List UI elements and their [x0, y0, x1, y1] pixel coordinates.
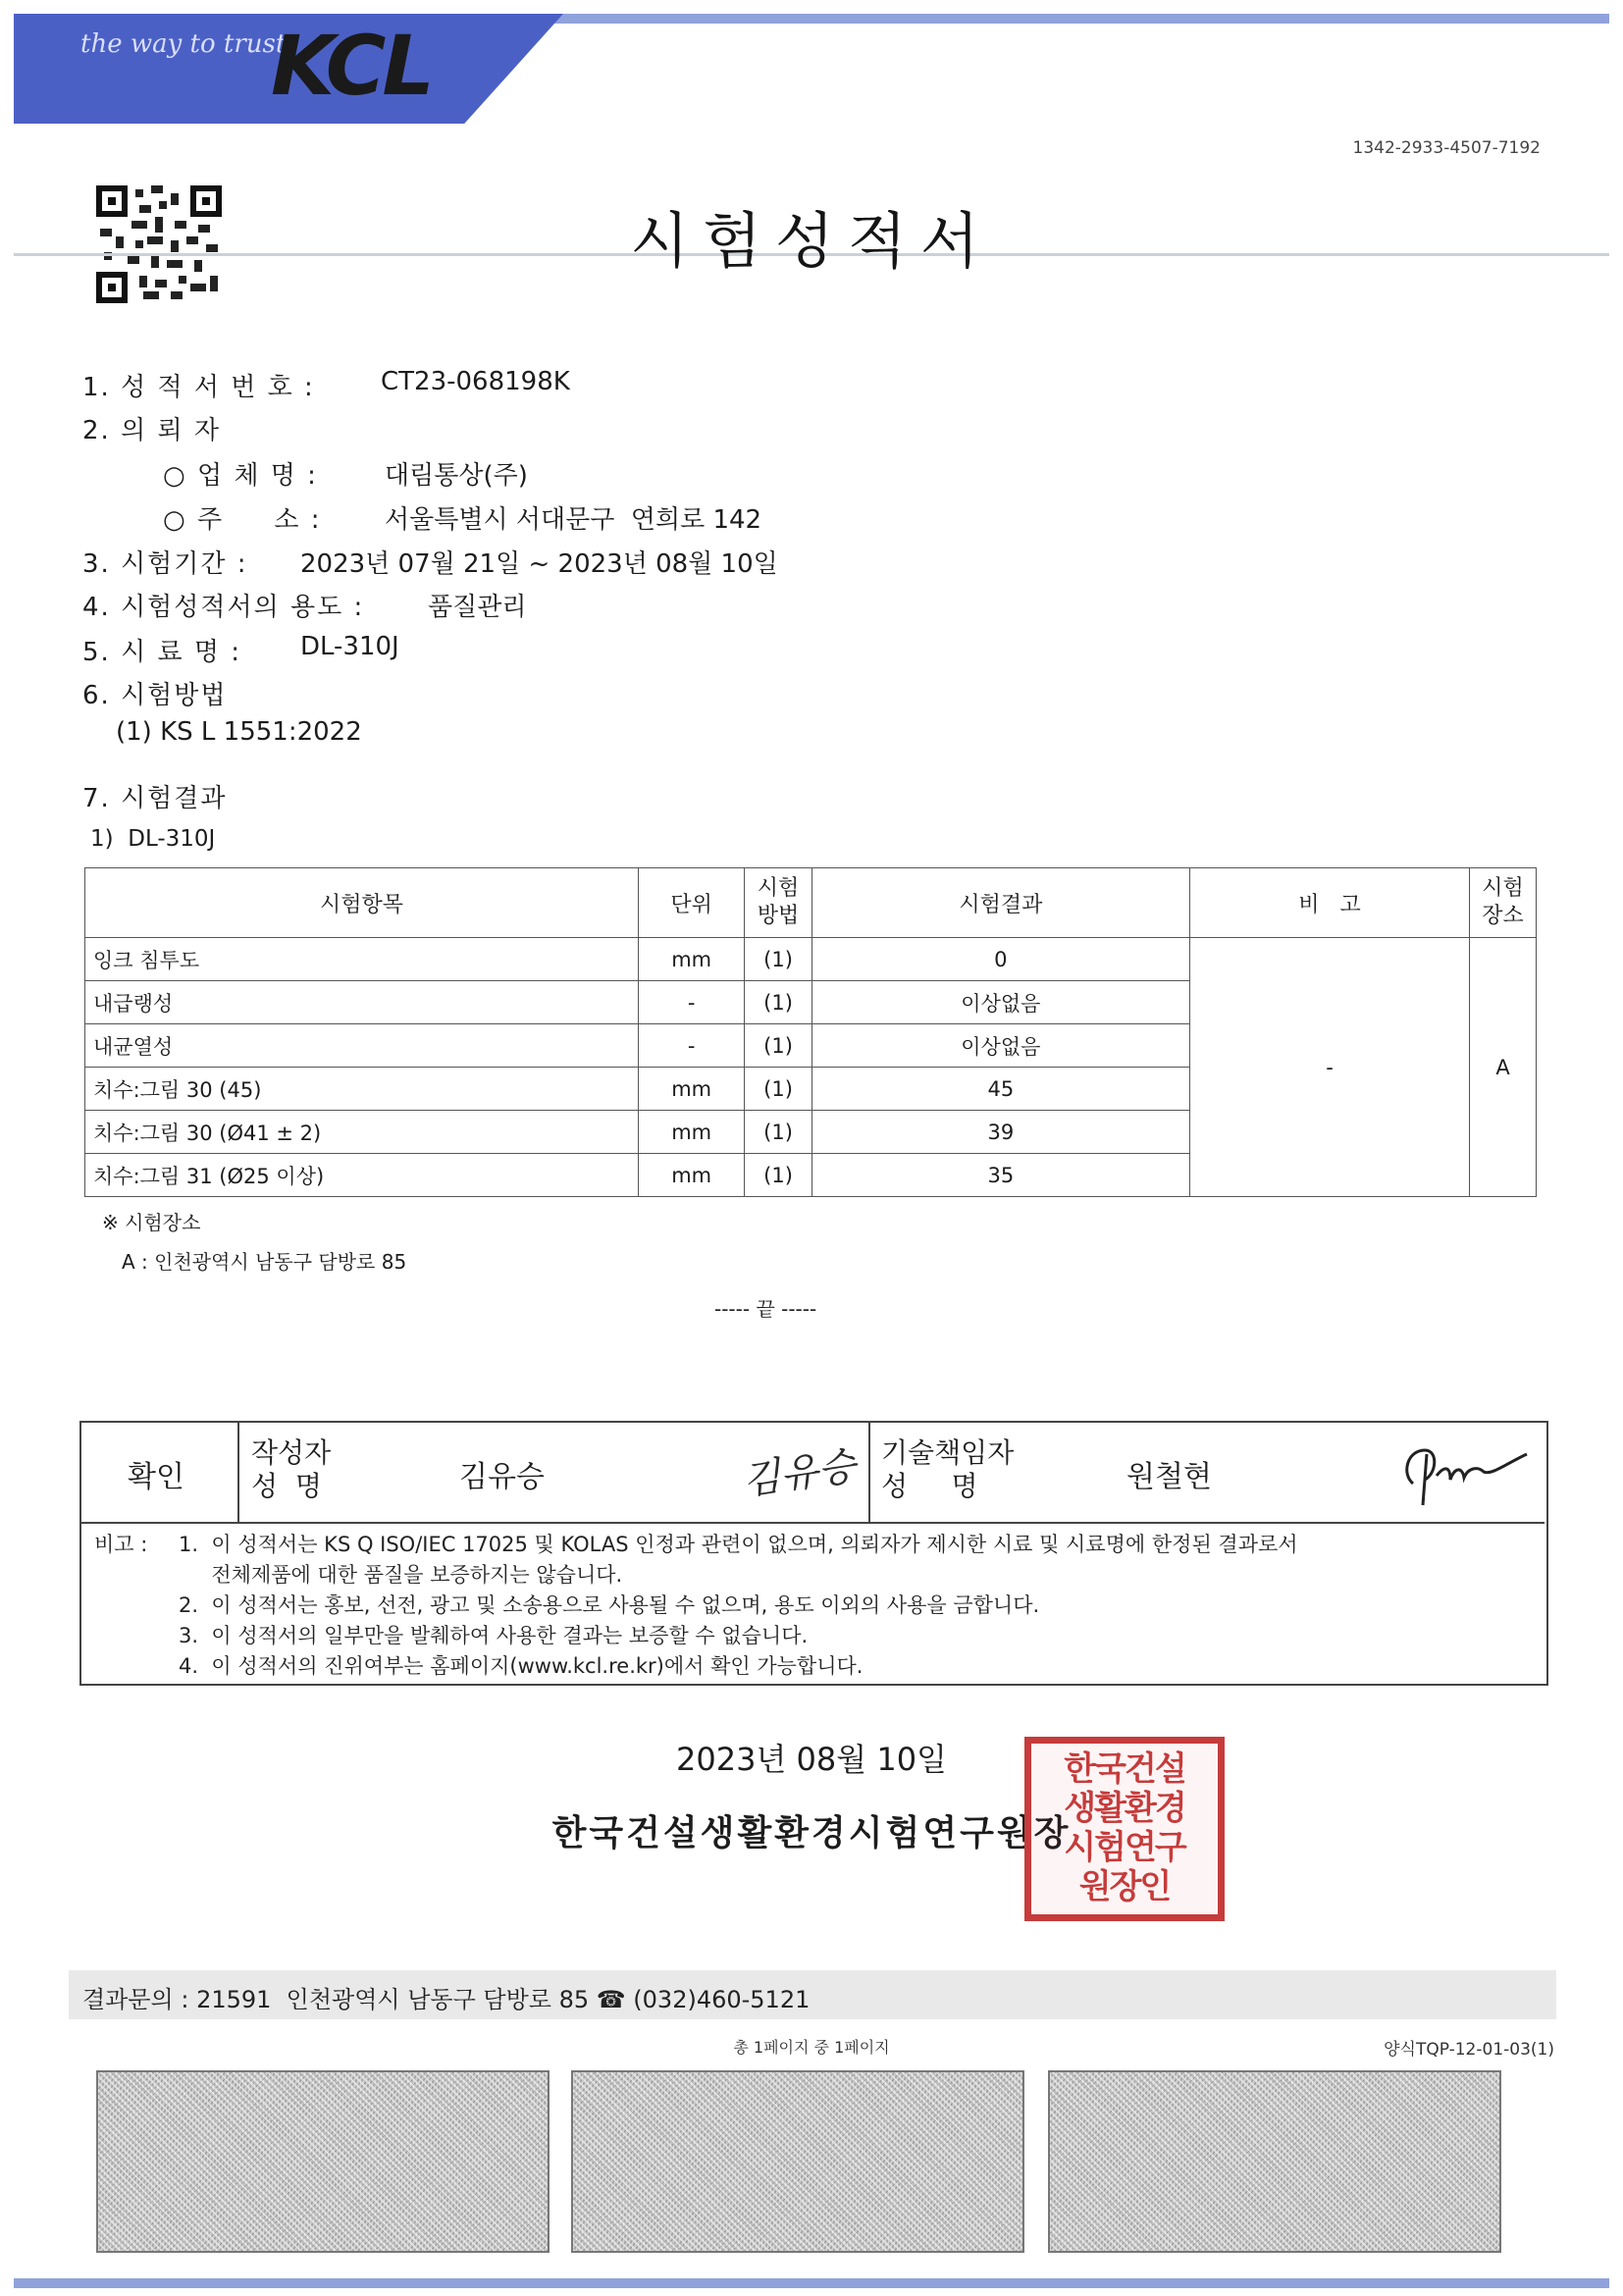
row-unit: mm — [639, 1068, 745, 1111]
row-result: 0 — [812, 938, 1189, 981]
header-remark: 비 고 — [1189, 868, 1469, 938]
note-line: 3. 이 성적서의 일부만을 발췌하여 사용한 결과는 보증할 수 없습니다. — [179, 1624, 809, 1647]
bottom-color-band — [14, 2278, 1609, 2288]
purpose-label: 4. 시험성적서의 용도 : — [82, 593, 365, 622]
place-note-line: A : 인천광역시 남동구 담방로 85 — [122, 1250, 407, 1274]
place-cell: A — [1470, 938, 1537, 1197]
header-result: 시험결과 — [812, 868, 1189, 938]
table-header-row — [85, 868, 1537, 938]
row-method: (1) — [745, 1111, 812, 1154]
sample-name: DL-310J — [300, 632, 399, 661]
note-line: 4. 이 성적서의 진위여부는 홈페이지(www.kcl.re.kr)에서 확인 가능합니다. — [179, 1654, 864, 1678]
row-unit: mm — [639, 938, 745, 981]
seal-line: 한국건설 — [1064, 1749, 1185, 1789]
row-result: 35 — [812, 1154, 1189, 1197]
seal-line: 시험연구 — [1064, 1828, 1185, 1867]
row-item: 잉크 침투도 — [85, 938, 639, 981]
seal-line: 원장인 — [1078, 1867, 1171, 1906]
result-subtitle: 1) DL-310J — [90, 826, 216, 852]
form-number: 양식TQP-12-01-03(1) — [1384, 2040, 1554, 2060]
company-label: ○ 업 체 명 : — [163, 461, 318, 491]
page-count: 총 1페이지 중 1페이지 — [733, 2038, 890, 2057]
confirm-label: 확인 — [128, 1460, 184, 1494]
tech-manager-name: 원철현 — [1126, 1460, 1212, 1494]
company-name: 대림통상(주) — [385, 461, 528, 491]
result-label: 7. 시험결과 — [82, 784, 228, 813]
address-label: ○ 주 소 : — [163, 505, 322, 535]
row-unit: - — [639, 1024, 745, 1068]
place-note-title: ※ 시험장소 — [102, 1211, 201, 1234]
tech-name-label: 성 명 — [881, 1470, 978, 1502]
row-result: 39 — [812, 1111, 1189, 1154]
method-label: 6. 시험방법 — [82, 681, 228, 710]
writer-name: 김유승 — [459, 1460, 545, 1494]
tagline: the way to trust — [80, 29, 287, 59]
contact-line: 결과문의 : 21591 인천광역시 남동구 담방로 85 ☎ (032)460-5121 — [82, 1986, 811, 2013]
results-table — [84, 867, 1537, 1197]
client-label: 2. 의 뢰 자 — [82, 416, 221, 445]
row-method: (1) — [745, 1154, 812, 1197]
row-result: 이상없음 — [812, 981, 1189, 1024]
security-pattern — [96, 2070, 550, 2253]
seal-line: 생활환경 — [1064, 1789, 1185, 1828]
note-line: 전체제품에 대한 품질을 보증하지는 않습니다. — [179, 1563, 623, 1587]
writer-label: 작성자 — [251, 1436, 332, 1469]
remark-cell: - — [1189, 938, 1469, 1197]
test-period: 2023년 07월 21일 ~ 2023년 08월 10일 — [300, 549, 778, 579]
address: 서울특별시 서대문구 연희로 142 — [385, 505, 762, 535]
divider — [868, 1421, 870, 1522]
report-no: CT23-068198K — [381, 367, 570, 396]
issue-date: 2023년 08월 10일 — [676, 1741, 947, 1778]
row-method: (1) — [745, 1024, 812, 1068]
row-method: (1) — [745, 981, 812, 1024]
writer-name-label: 성 명 — [251, 1470, 322, 1502]
end-mark: ----- 끝 ----- — [714, 1297, 817, 1321]
row-method: (1) — [745, 1068, 812, 1111]
note-line: 2. 이 성적서는 홍보, 선전, 광고 및 소송용으로 사용될 수 없으며, 용도 이외의 사용을 금합니다. — [179, 1593, 1040, 1617]
writer-signature: 김유승 — [739, 1443, 860, 1504]
header-unit: 단위 — [639, 868, 745, 938]
document-title: 시험성적서 — [630, 205, 993, 277]
notes-label: 비고 : — [94, 1533, 148, 1556]
header-item: 시험항목 — [85, 868, 639, 938]
row-method: (1) — [745, 938, 812, 981]
period-label: 3. 시험기간 : — [82, 549, 248, 579]
tech-manager-label: 기술책임자 — [881, 1436, 1015, 1469]
sample-label: 5. 시 료 명 : — [82, 638, 241, 667]
security-pattern — [1048, 2070, 1501, 2253]
report-no-label: 1. 성 적 서 번 호 : — [82, 373, 315, 402]
kcl-logo: KCL — [271, 18, 431, 114]
purpose: 품질관리 — [428, 593, 527, 622]
row-item: 내균열성 — [85, 1024, 639, 1068]
header-place: 시험 장소 — [1470, 868, 1537, 938]
row-unit: - — [639, 981, 745, 1024]
issuing-organization: 한국건설생활환경시험연구원장 — [551, 1813, 1072, 1853]
table-row — [85, 938, 1537, 981]
certificate-id: 1342-2933-4507-7192 — [1352, 138, 1541, 158]
header-method: 시험 방법 — [745, 868, 812, 938]
row-item: 내급랭성 — [85, 981, 639, 1024]
row-result: 이상없음 — [812, 1024, 1189, 1068]
row-item: 치수:그림 30 (Ø41 ± 2) — [85, 1111, 639, 1154]
row-item: 치수:그림 31 (Ø25 이상) — [85, 1154, 639, 1197]
row-unit: mm — [639, 1111, 745, 1154]
row-result: 45 — [812, 1068, 1189, 1111]
note-line: 1. 이 성적서는 KS Q ISO/IEC 17025 및 KOLAS 인정과 관련이 없으며, 의뢰자가 제시한 시료 및 시료명에 한정된 결과로서 — [179, 1533, 1298, 1556]
row-item: 치수:그림 30 (45) — [85, 1068, 639, 1111]
tech-manager-signature — [1393, 1433, 1541, 1511]
row-unit: mm — [639, 1154, 745, 1197]
test-method: (1) KS L 1551:2022 — [116, 717, 362, 747]
official-seal-icon — [1024, 1737, 1225, 1921]
divider — [237, 1421, 239, 1522]
security-pattern — [571, 2070, 1024, 2253]
